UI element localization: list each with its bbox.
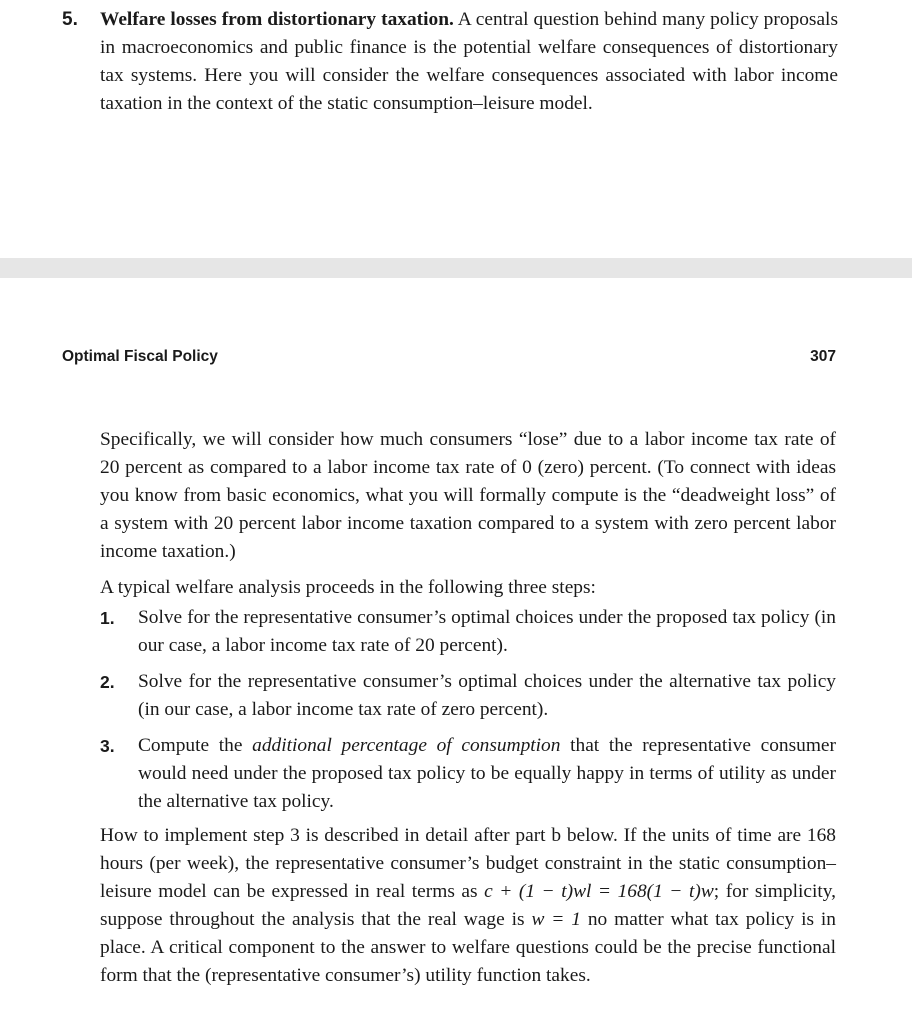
step-emphasis: additional percentage of consumption (252, 735, 561, 756)
steps-list (100, 604, 836, 816)
closing-text-c: no matter what tax policy is in place. A critical component to the answer to welfare questions could be the precise functional form that the (representative consumer’s) utility function takes. (100, 909, 836, 986)
step-number: 3. (100, 736, 115, 756)
previous-page-fragment (0, 0, 912, 258)
list-item (100, 732, 836, 816)
steps-lead: A typical welfare analysis proceeds in the following three steps: (100, 577, 596, 598)
budget-constraint-equation: c + (1 − t)wl = 168(1 − t)w (484, 881, 714, 902)
step-number: 1. (100, 608, 115, 628)
problem-statement (100, 6, 838, 118)
page-307 (0, 278, 912, 1024)
problem-text: A central question behind many policy proposals in macroeconomics and public finance is the potential welfare consequences of distortionary tax systems. Here you will consider the welfare consequences associated with labor income taxation in the context of the static consumption–leisure model. (100, 9, 838, 114)
step-text: Solve for the representative consumer’s optimal choices under the proposed tax policy (in our case, a labor income tax rate of 20 percent). (138, 607, 836, 656)
problem-5 (62, 6, 838, 118)
list-item (100, 604, 836, 660)
step-text-post: that the representative consumer would need under the proposed tax policy to be equally happy in terms of utility as under the alternative tax policy. (138, 735, 836, 812)
page-divider (0, 258, 912, 278)
step-text: Solve for the representative consumer’s optimal choices under the alternative tax policy (in our case, a labor income tax rate of zero percent). (138, 671, 836, 720)
closing-paragraph (100, 822, 836, 990)
list-item (100, 668, 836, 724)
step-text-pre: Compute the (138, 735, 253, 756)
running-head-title: Optimal Fiscal Policy (62, 348, 218, 365)
closing-text-b: ; for simplicity, suppose throughout the analysis that the real wage is (100, 881, 837, 930)
step-number: 2. (100, 672, 115, 692)
intro-paragraph: Specifically, we will consider how much consumers “lose” due to a labor income tax rate of 20 percent as compared to a labor income tax rate of 0 (zero) percent. (To connect with ideas you know from basic economics, what you will formally compute is the “deadweight loss” of a system with 20 percent labor income taxation compared to a system with zero percent labor income taxation.) (100, 429, 836, 562)
page-number: 307 (810, 348, 836, 365)
problem-title: Welfare losses from distortionary taxation. (100, 9, 454, 30)
body-text (100, 426, 836, 990)
step-text (138, 735, 836, 812)
problem-number: 5. (62, 9, 78, 30)
closing-text-a: How to implement step 3 is described in detail after part b below. If the units of time are 168 hours (per week), the representative consumer’s budget constraint in the static consumption–leisure model can be expressed in real terms as (100, 825, 836, 902)
real-wage-equation: w = 1 (531, 909, 581, 930)
